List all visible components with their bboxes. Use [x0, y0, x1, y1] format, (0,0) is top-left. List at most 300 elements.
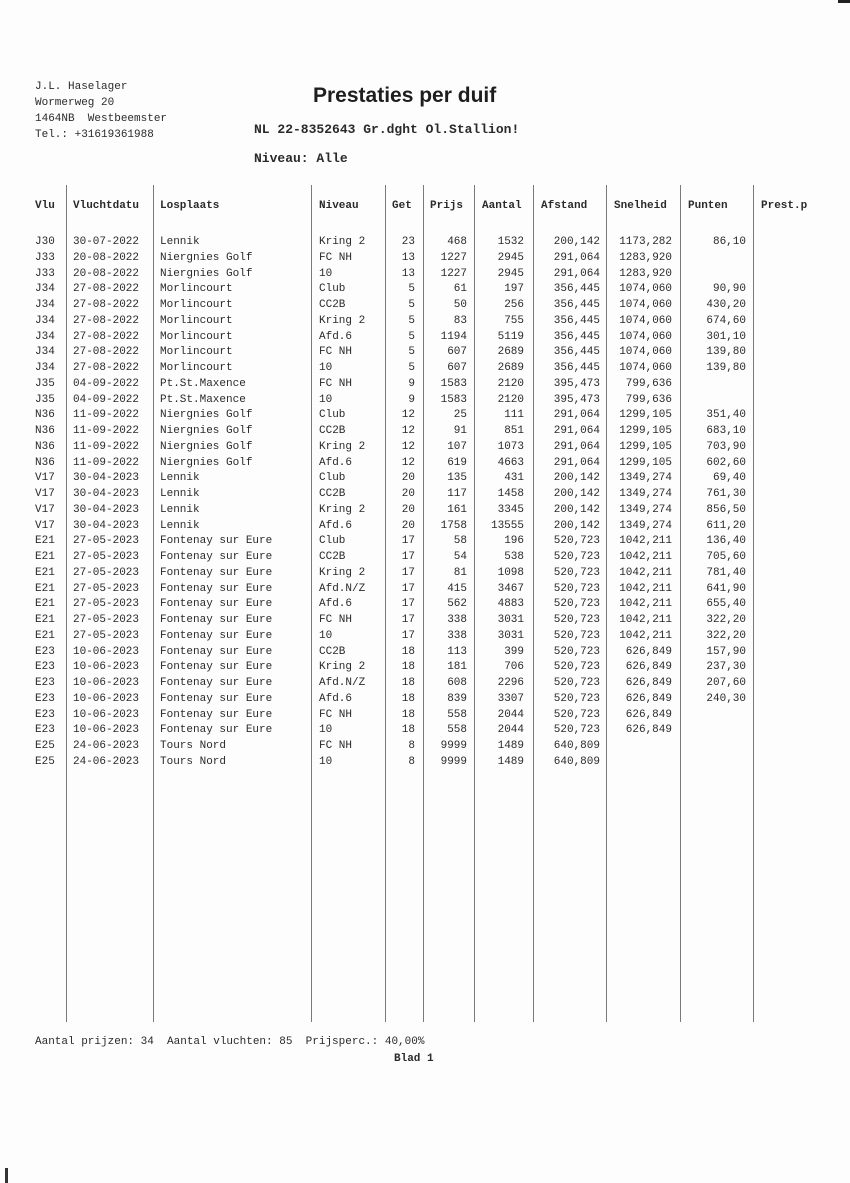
- cell-vluchtdatum: 11-09-2022: [73, 425, 140, 437]
- header-losplaats: Losplaats: [160, 200, 220, 212]
- cell-aantal: 2296: [497, 677, 524, 689]
- cell-niveau: Afd.6: [319, 456, 353, 469]
- cell-aantal: 706: [504, 661, 524, 674]
- table-row: [0, 298, 850, 314]
- cell-prijs: 1583: [440, 393, 467, 406]
- owner-name: J.L. Haselager: [35, 81, 128, 93]
- cell-prijs: 9999: [440, 755, 467, 768]
- cell-vluchtdatum: 27-05-2023: [73, 629, 140, 642]
- cell-losplaats: Fontenay sur Eure: [160, 629, 273, 642]
- cell-aantal: 2689: [497, 362, 524, 374]
- cell-aantal: 4663: [497, 456, 524, 469]
- owner-phone: Tel.: +31619361988: [35, 129, 154, 141]
- page-number: Blad 1: [394, 1053, 434, 1065]
- cell-punten: 602,60: [706, 456, 746, 469]
- cell-losplaats: Pt.St.Maxence: [160, 377, 246, 390]
- cell-snelheid: 626,849: [625, 645, 672, 658]
- cell-prijs: 1227: [440, 251, 467, 264]
- cell-vluchtdatum: 20-08-2022: [73, 267, 140, 280]
- cell-prijs: 9999: [440, 740, 467, 752]
- cell-prijs: 181: [447, 661, 467, 674]
- cell-niveau: CC2B: [319, 645, 346, 658]
- cell-afstand: 291,064: [553, 251, 600, 264]
- cell-get: 18: [401, 724, 415, 737]
- table-row: [0, 251, 850, 267]
- table-row: [0, 440, 850, 456]
- cell-get: 13: [401, 251, 415, 264]
- cell-vlu: E23: [35, 677, 55, 689]
- cell-vlu: J34: [35, 314, 55, 327]
- cell-afstand: 356,445: [553, 362, 600, 374]
- cell-aantal: 2689: [497, 346, 524, 359]
- table-row: [0, 534, 850, 550]
- cell-punten: 86,10: [712, 236, 746, 248]
- cell-afstand: 200,142: [553, 236, 600, 248]
- cell-vlu: J34: [35, 330, 55, 343]
- cell-get: 20: [401, 488, 415, 500]
- cell-vlu: J33: [35, 267, 55, 280]
- cell-afstand: 520,723: [553, 629, 600, 642]
- cell-vlu: E21: [35, 551, 55, 563]
- cell-snelheid: 1299,105: [619, 440, 672, 453]
- table-row: [0, 629, 850, 645]
- cell-get: 5: [408, 330, 415, 343]
- cell-get: 18: [401, 708, 415, 721]
- cell-afstand: 200,142: [553, 519, 600, 532]
- cell-vlu: E23: [35, 692, 55, 705]
- cell-vlu: N36: [35, 409, 55, 422]
- cell-niveau: Afd.6: [319, 519, 353, 532]
- cell-losplaats: Fontenay sur Eure: [160, 724, 273, 737]
- cell-snelheid: 1042,211: [619, 598, 672, 611]
- table-row: [0, 393, 850, 409]
- cell-afstand: 520,723: [553, 566, 600, 579]
- cell-get: 5: [408, 346, 415, 359]
- table-row: [0, 267, 850, 283]
- owner-street: Wormerweg 20: [35, 97, 115, 109]
- header-vlu: Vlu: [35, 200, 55, 212]
- table-row: [0, 377, 850, 393]
- cell-afstand: 291,064: [553, 425, 600, 437]
- cell-losplaats: Fontenay sur Eure: [160, 692, 273, 705]
- cell-vluchtdatum: 10-06-2023: [73, 677, 140, 689]
- cell-get: 17: [401, 566, 415, 579]
- cell-niveau: 10: [319, 393, 333, 406]
- cell-snelheid: 1299,105: [619, 409, 672, 422]
- cell-punten: 322,20: [706, 629, 746, 642]
- cell-aantal: 431: [504, 472, 524, 485]
- cell-prijs: 607: [447, 362, 467, 374]
- pigeon-identifier: NL 22-8352643 Gr.dght Ol.Stallion!: [254, 122, 520, 137]
- cell-vlu: E21: [35, 614, 55, 626]
- cell-prijs: 1194: [440, 330, 467, 343]
- cell-afstand: 356,445: [553, 330, 600, 343]
- cell-get: 18: [401, 692, 415, 705]
- cell-niveau: Kring 2: [319, 503, 366, 516]
- cell-afstand: 520,723: [553, 535, 600, 548]
- cell-niveau: FC NH: [319, 251, 353, 264]
- cell-prijs: 117: [447, 488, 467, 500]
- table-row: [0, 282, 850, 298]
- cell-losplaats: Morlincourt: [160, 314, 233, 327]
- cell-losplaats: Lennik: [160, 519, 200, 532]
- table-row: [0, 723, 850, 739]
- cell-niveau: Club: [319, 283, 346, 296]
- cell-vluchtdatum: 11-09-2022: [73, 440, 140, 453]
- cell-losplaats: Fontenay sur Eure: [160, 645, 273, 658]
- cell-snelheid: 626,849: [625, 692, 672, 705]
- cell-losplaats: Morlincourt: [160, 299, 233, 311]
- cell-get: 17: [401, 551, 415, 563]
- header-niveau: Niveau: [319, 200, 359, 212]
- header-vluchtdatum: Vluchtdatu: [73, 200, 140, 212]
- cell-afstand: 291,064: [553, 456, 600, 469]
- cell-get: 9: [408, 377, 415, 390]
- cell-niveau: 10: [319, 267, 333, 280]
- cell-aantal: 1098: [497, 566, 524, 579]
- cell-niveau: 10: [319, 724, 333, 737]
- table-row: [0, 345, 850, 361]
- cell-snelheid: 1074,060: [619, 314, 672, 327]
- cell-snelheid: 626,849: [625, 708, 672, 721]
- cell-vlu: J35: [35, 377, 55, 390]
- owner-city: 1464NB Westbeemster: [35, 113, 168, 125]
- cell-aantal: 196: [504, 535, 524, 548]
- cell-snelheid: 1349,274: [619, 519, 672, 532]
- cell-losplaats: Fontenay sur Eure: [160, 614, 273, 626]
- cell-aantal: 256: [504, 299, 524, 311]
- cell-niveau: FC NH: [319, 740, 353, 752]
- cell-niveau: FC NH: [319, 614, 353, 626]
- cell-aantal: 2120: [497, 377, 524, 390]
- table-row: [0, 550, 850, 566]
- cell-prijs: 50: [453, 299, 467, 311]
- table-row: [0, 361, 850, 377]
- cell-vluchtdatum: 30-07-2022: [73, 236, 140, 248]
- cell-prijs: 468: [447, 236, 467, 248]
- cell-prijs: 91: [453, 425, 467, 437]
- cell-snelheid: 1074,060: [619, 362, 672, 374]
- cell-losplaats: Niergnies Golf: [160, 251, 253, 264]
- cell-vluchtdatum: 04-09-2022: [73, 393, 140, 406]
- cell-get: 18: [401, 677, 415, 689]
- cell-losplaats: Niergnies Golf: [160, 425, 253, 437]
- cell-snelheid: 1042,211: [619, 566, 672, 579]
- cell-afstand: 356,445: [553, 346, 600, 359]
- cell-afstand: 520,723: [553, 677, 600, 689]
- cell-afstand: 291,064: [553, 267, 600, 280]
- cell-losplaats: Tours Nord: [160, 740, 227, 752]
- cell-aantal: 755: [504, 314, 524, 327]
- cell-niveau: Kring 2: [319, 440, 366, 453]
- cell-aantal: 3031: [497, 614, 524, 626]
- cell-losplaats: Tours Nord: [160, 755, 227, 768]
- cell-vluchtdatum: 27-08-2022: [73, 283, 140, 296]
- cell-niveau: CC2B: [319, 551, 346, 563]
- cell-aantal: 1532: [497, 236, 524, 248]
- cell-aantal: 538: [504, 551, 524, 563]
- cell-snelheid: 1349,274: [619, 472, 672, 485]
- cell-vlu: E21: [35, 566, 55, 579]
- cell-losplaats: Morlincourt: [160, 346, 233, 359]
- cell-vlu: N36: [35, 440, 55, 453]
- cell-prijs: 81: [453, 566, 467, 579]
- cell-vlu: N36: [35, 456, 55, 469]
- cell-prijs: 113: [447, 645, 467, 658]
- cell-punten: 69,40: [712, 472, 746, 485]
- cell-vlu: V17: [35, 519, 55, 532]
- cell-get: 20: [401, 519, 415, 532]
- cell-vluchtdatum: 27-05-2023: [73, 566, 140, 579]
- cell-get: 17: [401, 629, 415, 642]
- cell-vluchtdatum: 27-08-2022: [73, 346, 140, 359]
- header-aantal: Aantal: [482, 200, 522, 212]
- cell-punten: 611,20: [706, 519, 746, 532]
- cell-vluchtdatum: 10-06-2023: [73, 645, 140, 658]
- cell-losplaats: Morlincourt: [160, 330, 233, 343]
- cell-losplaats: Fontenay sur Eure: [160, 708, 273, 721]
- cell-niveau: CC2B: [319, 299, 346, 311]
- cell-prijs: 135: [447, 472, 467, 485]
- cell-niveau: Kring 2: [319, 566, 366, 579]
- cell-snelheid: 1042,211: [619, 582, 672, 595]
- cell-afstand: 291,064: [553, 440, 600, 453]
- cell-afstand: 640,809: [553, 740, 600, 752]
- cell-losplaats: Lennik: [160, 488, 200, 500]
- cell-vluchtdatum: 10-06-2023: [73, 708, 140, 721]
- cell-snelheid: 1042,211: [619, 551, 672, 563]
- cell-snelheid: 799,636: [625, 393, 672, 406]
- cell-vlu: E23: [35, 645, 55, 658]
- scan-corner-mark: [838, 0, 850, 3]
- cell-niveau: FC NH: [319, 708, 353, 721]
- cell-afstand: 520,723: [553, 614, 600, 626]
- cell-punten: 705,60: [706, 551, 746, 563]
- cell-snelheid: 1074,060: [619, 330, 672, 343]
- cell-niveau: CC2B: [319, 488, 346, 500]
- cell-prijs: 83: [453, 314, 467, 327]
- table-row: [0, 330, 850, 346]
- cell-vlu: J30: [35, 236, 55, 248]
- cell-vluchtdatum: 27-08-2022: [73, 314, 140, 327]
- cell-get: 17: [401, 598, 415, 611]
- cell-vlu: J34: [35, 362, 55, 374]
- cell-aantal: 2044: [497, 708, 524, 721]
- cell-get: 12: [401, 425, 415, 437]
- report-title: Prestaties per duif: [313, 84, 497, 107]
- cell-aantal: 2044: [497, 724, 524, 737]
- cell-punten: 90,90: [712, 283, 746, 296]
- cell-vlu: E25: [35, 755, 55, 768]
- cell-niveau: 10: [319, 629, 333, 642]
- cell-niveau: Kring 2: [319, 661, 366, 674]
- cell-prijs: 558: [447, 724, 467, 737]
- cell-aantal: 197: [504, 283, 524, 296]
- table-row: [0, 660, 850, 676]
- cell-get: 9: [408, 393, 415, 406]
- cell-vluchtdatum: 10-06-2023: [73, 692, 140, 705]
- table-row: [0, 314, 850, 330]
- cell-vlu: V17: [35, 488, 55, 500]
- cell-get: 18: [401, 661, 415, 674]
- cell-vlu: E21: [35, 582, 55, 595]
- cell-get: 8: [408, 755, 415, 768]
- cell-vlu: E23: [35, 724, 55, 737]
- cell-punten: 139,80: [706, 362, 746, 374]
- cell-prijs: 1583: [440, 377, 467, 390]
- table-row: [0, 487, 850, 503]
- cell-punten: 761,30: [706, 488, 746, 500]
- cell-niveau: FC NH: [319, 377, 353, 390]
- table-row: [0, 613, 850, 629]
- cell-aantal: 3467: [497, 582, 524, 595]
- table-row: [0, 597, 850, 613]
- cell-afstand: 291,064: [553, 409, 600, 422]
- cell-prijs: 107: [447, 440, 467, 453]
- cell-afstand: 640,809: [553, 755, 600, 768]
- cell-losplaats: Lennik: [160, 236, 200, 248]
- cell-afstand: 356,445: [553, 314, 600, 327]
- niveau-filter: Niveau: Alle: [254, 151, 348, 166]
- cell-snelheid: 1074,060: [619, 283, 672, 296]
- cell-aantal: 851: [504, 425, 524, 437]
- cell-afstand: 520,723: [553, 692, 600, 705]
- table-row: [0, 503, 850, 519]
- cell-afstand: 520,723: [553, 645, 600, 658]
- cell-niveau: Afd.6: [319, 330, 353, 343]
- table-row: [0, 566, 850, 582]
- cell-niveau: Afd.N/Z: [319, 677, 366, 689]
- cell-punten: 641,90: [706, 582, 746, 595]
- cell-vlu: J35: [35, 393, 55, 406]
- cell-aantal: 2945: [497, 251, 524, 264]
- cell-afstand: 200,142: [553, 472, 600, 485]
- cell-get: 12: [401, 456, 415, 469]
- cell-afstand: 520,723: [553, 724, 600, 737]
- cell-losplaats: Niergnies Golf: [160, 440, 253, 453]
- cell-losplaats: Niergnies Golf: [160, 267, 253, 280]
- cell-vlu: N36: [35, 425, 55, 437]
- scan-edge-mark: [5, 1168, 8, 1183]
- cell-get: 13: [401, 267, 415, 280]
- header-snelheid: Snelheid: [614, 200, 667, 212]
- cell-aantal: 4883: [497, 598, 524, 611]
- cell-punten: 301,10: [706, 330, 746, 343]
- cell-vlu: J34: [35, 283, 55, 296]
- table-row: [0, 471, 850, 487]
- cell-snelheid: 1042,211: [619, 614, 672, 626]
- summary-footer: Aantal prijzen: 34 Aantal vluchten: 85 Prijsperc.: 40,00%: [35, 1036, 425, 1048]
- cell-aantal: 1458: [497, 488, 524, 500]
- cell-losplaats: Fontenay sur Eure: [160, 551, 273, 563]
- cell-losplaats: Morlincourt: [160, 362, 233, 374]
- cell-prijs: 54: [453, 551, 467, 563]
- cell-vlu: E23: [35, 708, 55, 721]
- cell-prijs: 608: [447, 677, 467, 689]
- cell-vluchtdatum: 27-08-2022: [73, 362, 140, 374]
- cell-punten: 683,10: [706, 425, 746, 437]
- cell-vluchtdatum: 30-04-2023: [73, 472, 140, 485]
- cell-prijs: 1227: [440, 267, 467, 280]
- cell-aantal: 3345: [497, 503, 524, 516]
- cell-vlu: E23: [35, 661, 55, 674]
- cell-vlu: E21: [35, 535, 55, 548]
- cell-niveau: Afd.6: [319, 598, 353, 611]
- cell-vluchtdatum: 27-08-2022: [73, 299, 140, 311]
- cell-afstand: 200,142: [553, 503, 600, 516]
- cell-prijs: 1758: [440, 519, 467, 532]
- cell-get: 5: [408, 314, 415, 327]
- table-row: [0, 645, 850, 661]
- cell-get: 8: [408, 740, 415, 752]
- cell-get: 12: [401, 440, 415, 453]
- cell-losplaats: Pt.St.Maxence: [160, 393, 246, 406]
- cell-niveau: Club: [319, 472, 346, 485]
- cell-losplaats: Morlincourt: [160, 283, 233, 296]
- cell-get: 23: [401, 236, 415, 248]
- table-row: [0, 708, 850, 724]
- header-punten: Punten: [688, 200, 728, 212]
- cell-niveau: Afd.6: [319, 692, 353, 705]
- cell-vluchtdatum: 27-05-2023: [73, 614, 140, 626]
- cell-aantal: 399: [504, 645, 524, 658]
- cell-afstand: 395,473: [553, 393, 600, 406]
- cell-losplaats: Fontenay sur Eure: [160, 566, 273, 579]
- cell-niveau: 10: [319, 755, 333, 768]
- cell-aantal: 5119: [497, 330, 524, 343]
- cell-vluchtdatum: 30-04-2023: [73, 519, 140, 532]
- cell-punten: 207,60: [706, 677, 746, 689]
- cell-snelheid: 1299,105: [619, 456, 672, 469]
- cell-prijs: 619: [447, 456, 467, 469]
- cell-snelheid: 1283,920: [619, 267, 672, 280]
- cell-get: 17: [401, 614, 415, 626]
- cell-vlu: E21: [35, 598, 55, 611]
- cell-vlu: J33: [35, 251, 55, 264]
- cell-aantal: 1489: [497, 740, 524, 752]
- cell-vluchtdatum: 10-06-2023: [73, 661, 140, 674]
- table-row: [0, 692, 850, 708]
- table-row: [0, 755, 850, 771]
- cell-snelheid: 1173,282: [619, 236, 672, 248]
- cell-afstand: 200,142: [553, 488, 600, 500]
- cell-afstand: 520,723: [553, 598, 600, 611]
- cell-vlu: J34: [35, 299, 55, 311]
- cell-get: 20: [401, 503, 415, 516]
- cell-niveau: FC NH: [319, 346, 353, 359]
- cell-vluchtdatum: 11-09-2022: [73, 409, 140, 422]
- cell-get: 12: [401, 409, 415, 422]
- cell-snelheid: 1042,211: [619, 629, 672, 642]
- cell-losplaats: Niergnies Golf: [160, 409, 253, 422]
- table-row: [0, 235, 850, 251]
- table-header: [0, 200, 850, 216]
- cell-niveau: Club: [319, 535, 346, 548]
- cell-afstand: 356,445: [553, 283, 600, 296]
- table-row: [0, 676, 850, 692]
- cell-losplaats: Fontenay sur Eure: [160, 661, 273, 674]
- table-row: [0, 456, 850, 472]
- cell-prijs: 58: [453, 535, 467, 548]
- header-prijs: Prijs: [430, 200, 464, 212]
- cell-snelheid: 1074,060: [619, 299, 672, 311]
- cell-snelheid: 1349,274: [619, 503, 672, 516]
- cell-prijs: 61: [453, 283, 467, 296]
- cell-get: 5: [408, 362, 415, 374]
- results-table-body: [0, 235, 850, 771]
- cell-prijs: 558: [447, 708, 467, 721]
- cell-afstand: 520,723: [553, 661, 600, 674]
